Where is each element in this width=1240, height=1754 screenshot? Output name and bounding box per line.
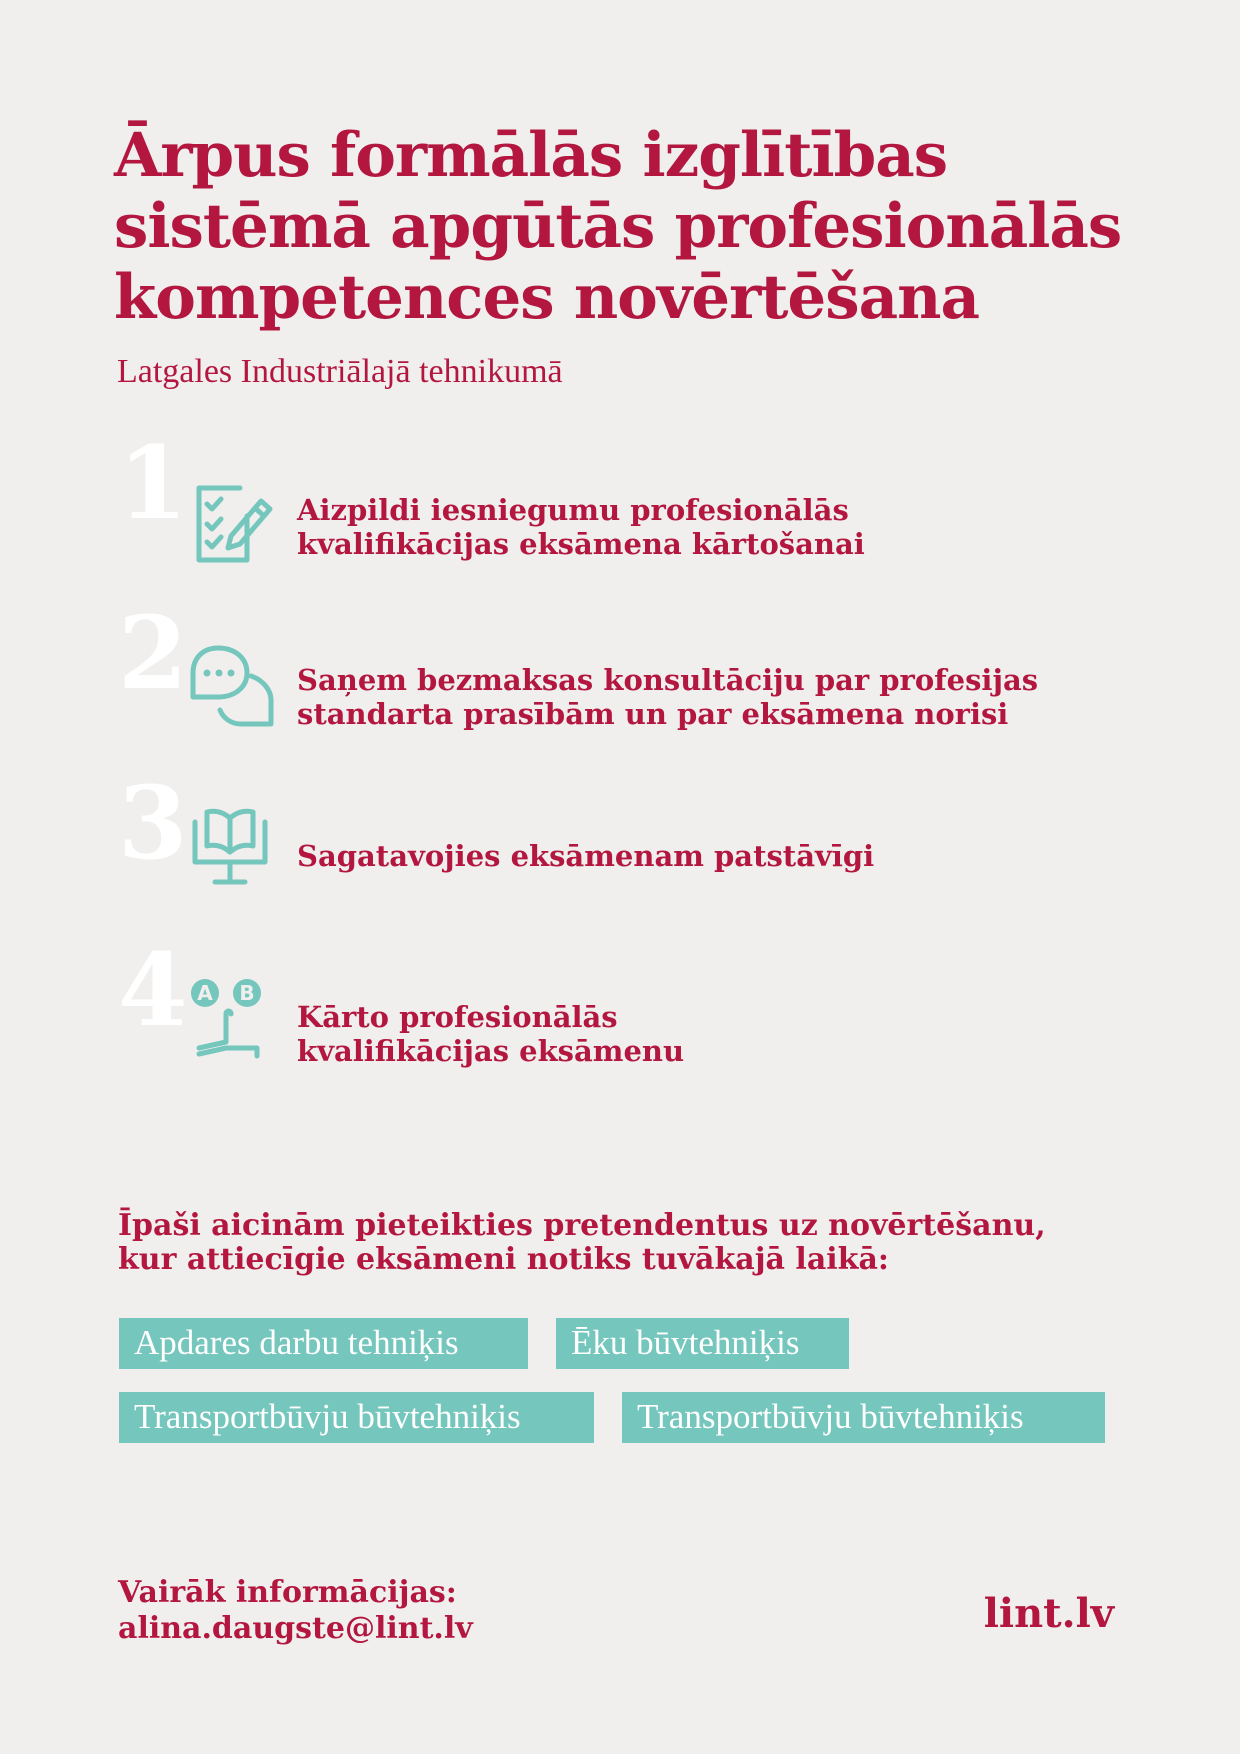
step-1 (0, 424, 1240, 593)
step-line: kvalifikācijas eksāmena kārtošanai (297, 527, 865, 561)
step-line: Kārto profesionālās (297, 1000, 618, 1034)
step-4 (0, 931, 1240, 1100)
title-line: kompetences novērtēšana (114, 262, 979, 333)
invite-line: kur attiecīgie eksāmeni notiks tuvākajā laikā: (118, 1242, 889, 1277)
title-line: Ārpus formālās izglītības (114, 120, 948, 191)
profession-tag: Transportbūvju būvtehniķis (119, 1392, 594, 1443)
step-text (297, 839, 874, 873)
step-line: Aizpildi iesniegumu profesionālās (297, 493, 849, 527)
step-3 (0, 764, 1240, 933)
profession-tag: Apdares darbu tehniķis (119, 1318, 528, 1369)
step-text (297, 493, 865, 561)
step-text (297, 663, 1038, 731)
chat-bubbles-icon (185, 640, 275, 730)
title-line: sistēmā apgūtās profesionālās (114, 191, 1122, 262)
step-line: kvalifikācijas eksāmenu (297, 1034, 685, 1068)
svg-text:A: A (197, 981, 213, 1005)
step-line: standarta prasībām un par eksāmena norisi (297, 697, 1009, 731)
step-text (297, 1000, 684, 1068)
info-label: Vairāk informācijas: (118, 1575, 457, 1610)
checklist-pencil-icon (185, 478, 275, 568)
profession-tag: Ēku būvtehniķis (556, 1318, 849, 1369)
svg-text:B: B (239, 981, 255, 1005)
contact-email[interactable]: alina.daugste@lint.lv (118, 1611, 473, 1646)
invite-text (118, 1209, 1046, 1277)
contact-info (118, 1575, 473, 1647)
profession-tag: Transportbūvju būvtehniķis (622, 1392, 1105, 1443)
step-line: Sagatavojies eksāmenam patstāvīgi (297, 839, 875, 873)
invite-line: Īpaši aicinām pieteikties pretendentus uz novērtēšanu, (118, 1208, 1046, 1243)
step-number: 4 (118, 931, 188, 1049)
step-line: Saņem bezmaksas konsultāciju par profesijas (297, 663, 1039, 697)
ab-choice-hand-icon (185, 974, 275, 1064)
step-number: 1 (118, 424, 188, 542)
page-title (114, 120, 1154, 333)
website-link[interactable]: lint.lv (983, 1590, 1114, 1637)
book-monitor-icon (185, 800, 275, 890)
step-2 (0, 594, 1240, 763)
step-number: 2 (118, 594, 188, 712)
subtitle: Latgales Industriālajā tehnikumā (117, 353, 563, 390)
step-number: 3 (118, 764, 188, 882)
